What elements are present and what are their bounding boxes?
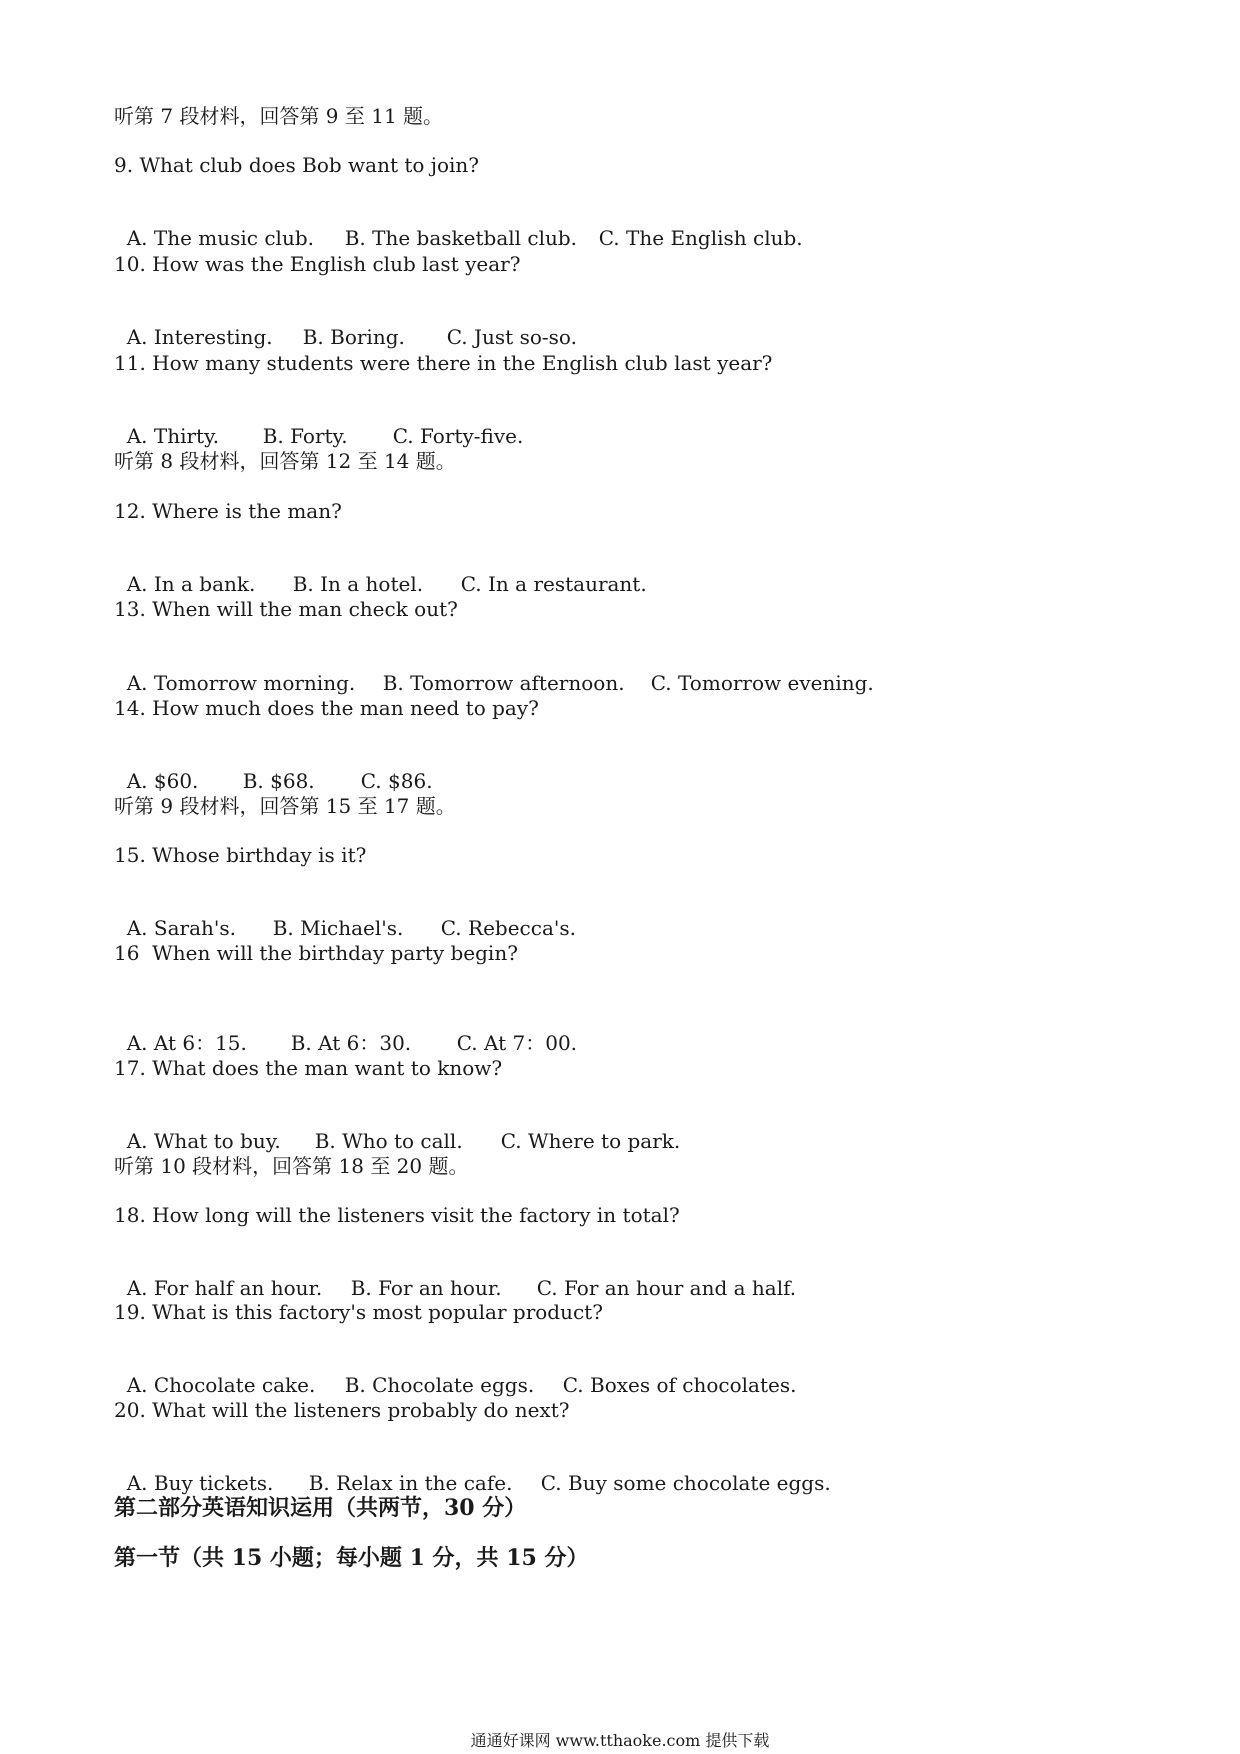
option: A. Sarah's. (126, 916, 236, 940)
option: A. For half an hour. (126, 1276, 323, 1300)
question: 16 When will the birthday party begin? (114, 941, 518, 965)
option: B. Forty. (262, 424, 348, 448)
option-row (114, 1447, 831, 1495)
option: B. The basketball club. (344, 226, 578, 250)
option: B. Michael's. (272, 916, 404, 940)
option-row (114, 400, 523, 448)
option: A. Buy tickets. (126, 1471, 274, 1495)
option: A. $60. (126, 769, 199, 793)
option: B. For an hour. (350, 1276, 502, 1300)
section-header: 听第 7 段材料，回答第 9 至 11 题。 (114, 104, 444, 128)
option: B. At 6：30. (290, 1031, 412, 1055)
option: C. Rebecca's. (440, 916, 577, 940)
question: 12. Where is the man? (114, 499, 342, 523)
option-row (114, 548, 647, 596)
question: 11. How many students were there in the English club last year? (114, 351, 773, 375)
option: A. Interesting. (126, 325, 273, 349)
option-row (114, 1252, 796, 1300)
question: 17. What does the man want to know? (114, 1056, 503, 1080)
section-title: 第一节（共 15 小题；每小题 1 分，共 15 分） (114, 1545, 589, 1571)
question: 15. Whose birthday is it? (114, 843, 367, 867)
section-header: 听第 9 段材料，回答第 15 至 17 题。 (114, 794, 456, 818)
option: B. Who to call. (314, 1129, 463, 1153)
option: B. Chocolate eggs. (344, 1373, 535, 1397)
option: C. Tomorrow evening. (650, 671, 874, 695)
option-row (114, 647, 874, 695)
option: B. $68. (242, 769, 315, 793)
option: A. What to buy. (126, 1129, 281, 1153)
option-row (114, 745, 433, 793)
option: C. In a restaurant. (460, 572, 647, 596)
option: C. Buy some chocolate eggs. (540, 1471, 831, 1495)
option: C. Where to park. (500, 1129, 681, 1153)
option-row (114, 1349, 796, 1397)
option: A. At 6：15. (126, 1031, 247, 1055)
option: C. The English club. (598, 226, 803, 250)
option: B. Boring. (302, 325, 405, 349)
option-row (114, 1105, 680, 1153)
question: 19. What is this factory's most popular product? (114, 1300, 603, 1324)
option: A. Chocolate cake. (126, 1373, 316, 1397)
footer-watermark: 通通好课网 www.tthaoke.com 提供下载 (470, 1731, 770, 1750)
question: 18. How long will the listeners visit the factory in total? (114, 1203, 680, 1227)
option-row (114, 301, 577, 349)
question: 14. How much does the man need to pay? (114, 696, 539, 720)
option: A. Tomorrow morning. (126, 671, 356, 695)
option: A. Thirty. (126, 424, 220, 448)
option: C. Boxes of chocolates. (562, 1373, 797, 1397)
option: A. The music club. (126, 226, 314, 250)
question: 10. How was the English club last year? (114, 252, 521, 276)
option: B. Relax in the cafe. (308, 1471, 513, 1495)
option: C. $86. (360, 769, 433, 793)
option: C. Forty-five. (392, 424, 524, 448)
option: A. In a bank. (126, 572, 256, 596)
section-header: 听第 10 段材料，回答第 18 至 20 题。 (114, 1154, 469, 1178)
option-row (114, 202, 803, 250)
option: C. For an hour and a half. (536, 1276, 797, 1300)
option: B. Tomorrow afternoon. (382, 671, 625, 695)
question: 20. What will the listeners probably do next? (114, 1398, 570, 1422)
option: C. At 7：00. (456, 1031, 578, 1055)
part-title: 第二部分英语知识运用（共两节，30 分） (114, 1495, 527, 1521)
option-row (114, 892, 576, 940)
option: B. In a hotel. (292, 572, 424, 596)
question: 13. When will the man check out? (114, 597, 458, 621)
section-header: 听第 8 段材料，回答第 12 至 14 题。 (114, 449, 456, 473)
option-row (114, 1007, 577, 1055)
question: 9. What club does Bob want to join? (114, 153, 480, 177)
option: C. Just so-so. (446, 325, 577, 349)
